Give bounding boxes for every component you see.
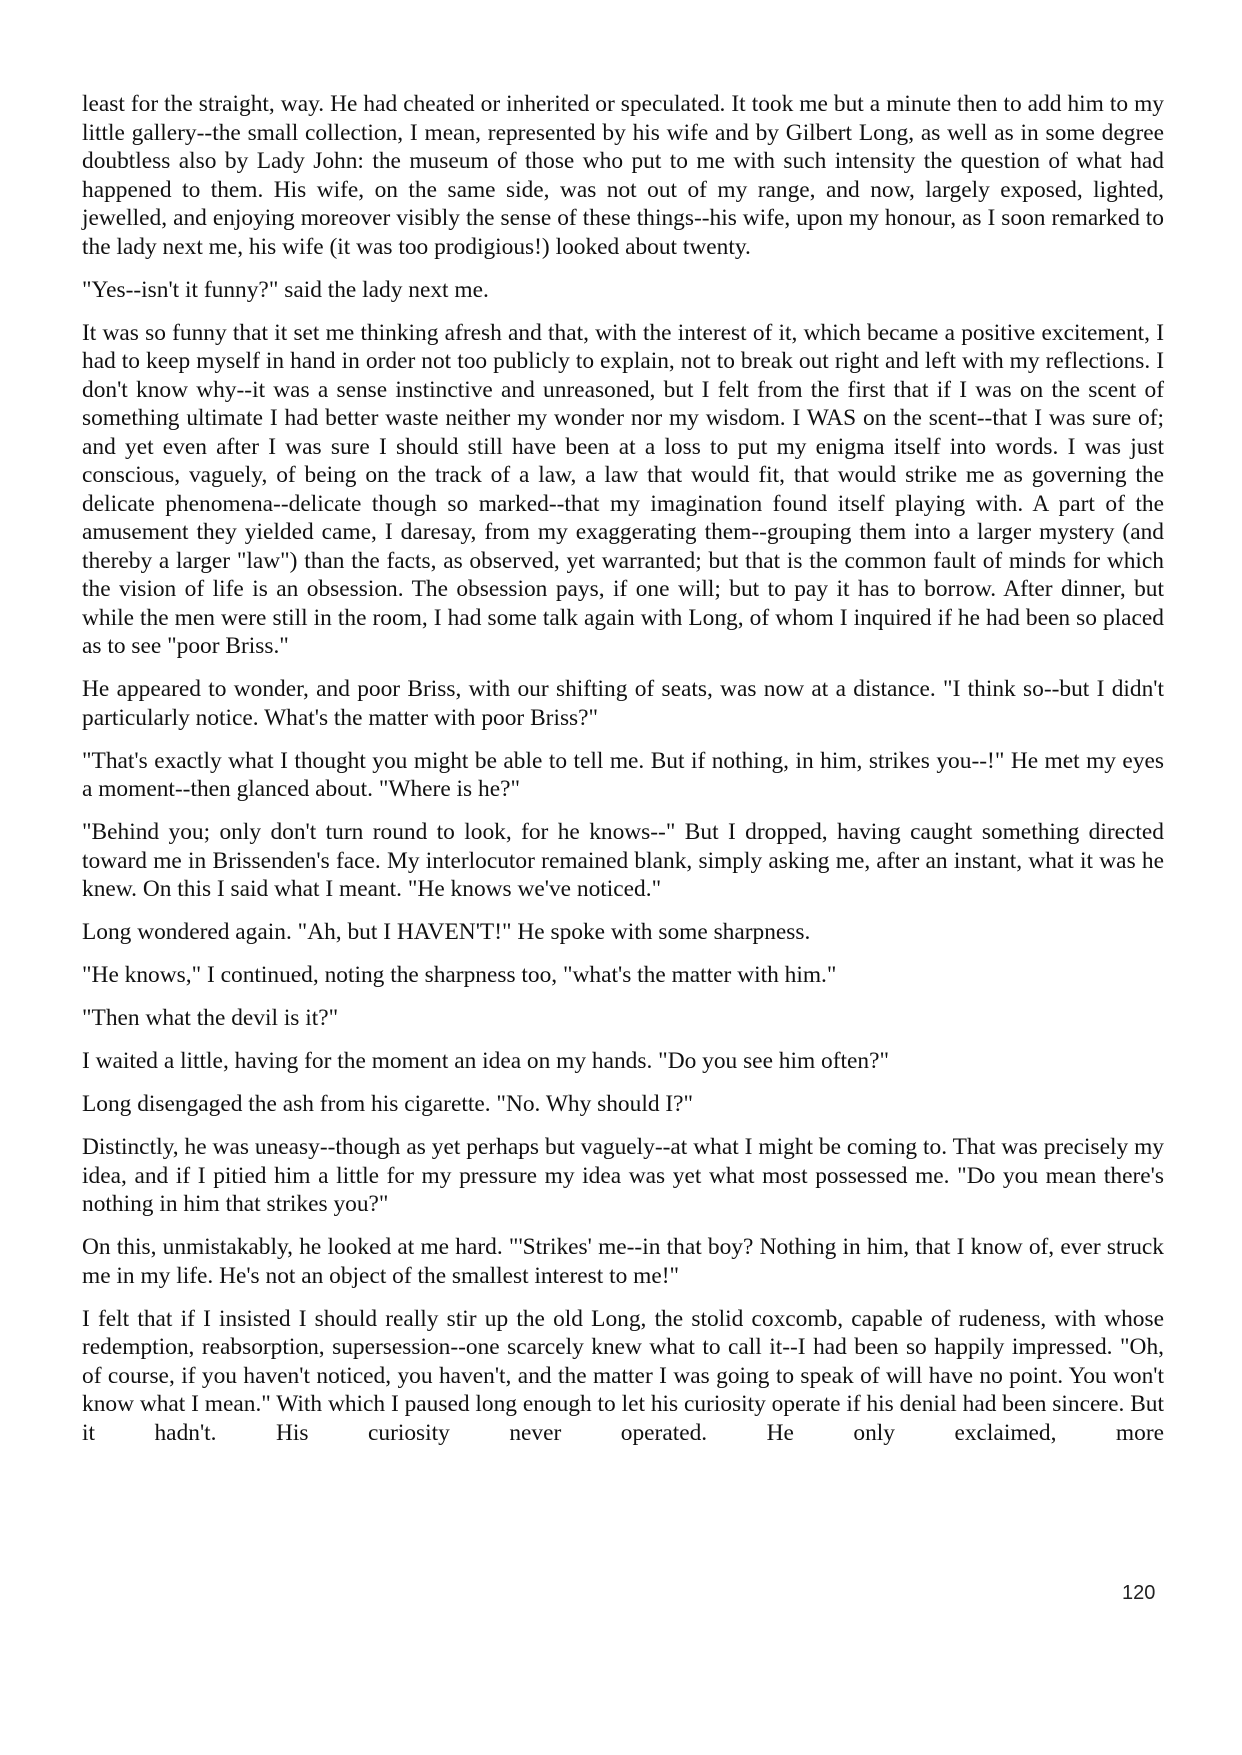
paragraph: "He knows," I continued, noting the sharpness too, "what's the matter with him." [82,962,837,988]
paragraph: "That's exactly what I thought you might be able to tell me. But if nothing, in him, strikes you--!" He met my eyes a moment--then glanced about. "Where is he?" [82,747,1164,802]
paragraph: It was so funny that it set me thinking afresh and that, with the interest of it, which became a positive excitement, I had to keep myself in hand in order not too publicly to explain, not to break out right and left with my reflections. I don't know why--it was a sense instinctive and unreasoned, but I felt from the first that if I was on the scent of something ultimate I had better waste neither my wonder nor my wisdom. I WAS on the scent--that I was sure of; and yet even after I was sure I should still have been at a loss to put my enigma itself into words. I was just conscious, vaguely, of being on the track of a law, a law that would fit, that would strike me as governing the delicate phenomena--delicate though so marked--that my imagination found itself playing with. A part of the amusement they yielded came, I daresay, from my exaggerating them--grouping them into a larger mystery (and thereby a larger "law") than the facts, as observed, yet warranted; but that is the common fault of minds for which the vision of life is an obsession. The obsession pays, if one will; but to pay it has to borrow. After dinner, but while the men were still in the room, I had some talk again with Long, of whom I inquired if he had been so placed as to see "poor Briss." [82,319,1164,659]
page-body [82,90,1164,1462]
paragraph: Distinctly, he was uneasy--though as yet perhaps but vaguely--at what I might be coming to. That was precisely my idea, and if I pitied him a little for my pressure my idea was yet what most possessed me. "Do you mean there's nothing in him that strikes you?" [82,1134,1164,1217]
paragraph: He appeared to wonder, and poor Briss, with our shifting of seats, was now at a distance. "I think so--but I didn't particularly notice. What's the matter with poor Briss?" [82,676,1164,731]
paragraph: Long wondered again. "Ah, but I HAVEN'T!" He spoke with some sharpness. [82,919,811,945]
paragraph: Long disengaged the ash from his cigarette. "No. Why should I?" [82,1091,694,1117]
paragraph: least for the straight, way. He had cheated or inherited or speculated. It took me but a minute then to add him to my little gallery--the small collection, I mean, represented by his wife and by Gilbert Long, as well as in some degree doubtless also by Lady John: the museum of those who put to me with such intensity the question of what had happened to them. His wife, on the same side, was not out of my range, and now, largely exposed, lighted, jewelled, and enjoying moreover visibly the sense of these things--his wife, upon my honour, as I soon remarked to the lady next me, his wife (it was too prodigious!) looked about twenty. [82,91,1164,260]
page-number: 120 [1122,1582,1156,1604]
paragraph: On this, unmistakably, he looked at me hard. "'Strikes' me--in that boy? Nothing in him, that I know of, ever struck me in my life. He's not an object of the smallest interest to me!" [82,1234,1164,1289]
paragraph: "Behind you; only don't turn round to look, for he knows--" But I dropped, having caught something directed toward me in Brissenden's face. My interlocutor remained blank, simply asking me, after an instant, what it was he knew. On this I said what I meant. "He knows we've noticed." [82,819,1164,902]
paragraph: I waited a little, having for the moment an idea on my hands. "Do you see him often?" [82,1048,890,1074]
paragraph: "Yes--isn't it funny?" said the lady next me. [82,276,489,303]
paragraph: "Then what the devil is it?" [82,1005,339,1031]
paragraph: I felt that if I insisted I should really stir up the old Long, the stolid coxcomb, capable of rudeness, with whose redemption, reabsorption, supersession--one scarcely knew what to call it--I had been so happily impressed. "Oh, of course, if you haven't noticed, you haven't, and the matter I was going to speak of will have no point. You won't know what I mean." With which I paused long enough to let his curiosity operate if his denial had been sincere. But it hadn't. His curiosity never operated. He only exclaimed, more [82,1305,1164,1446]
